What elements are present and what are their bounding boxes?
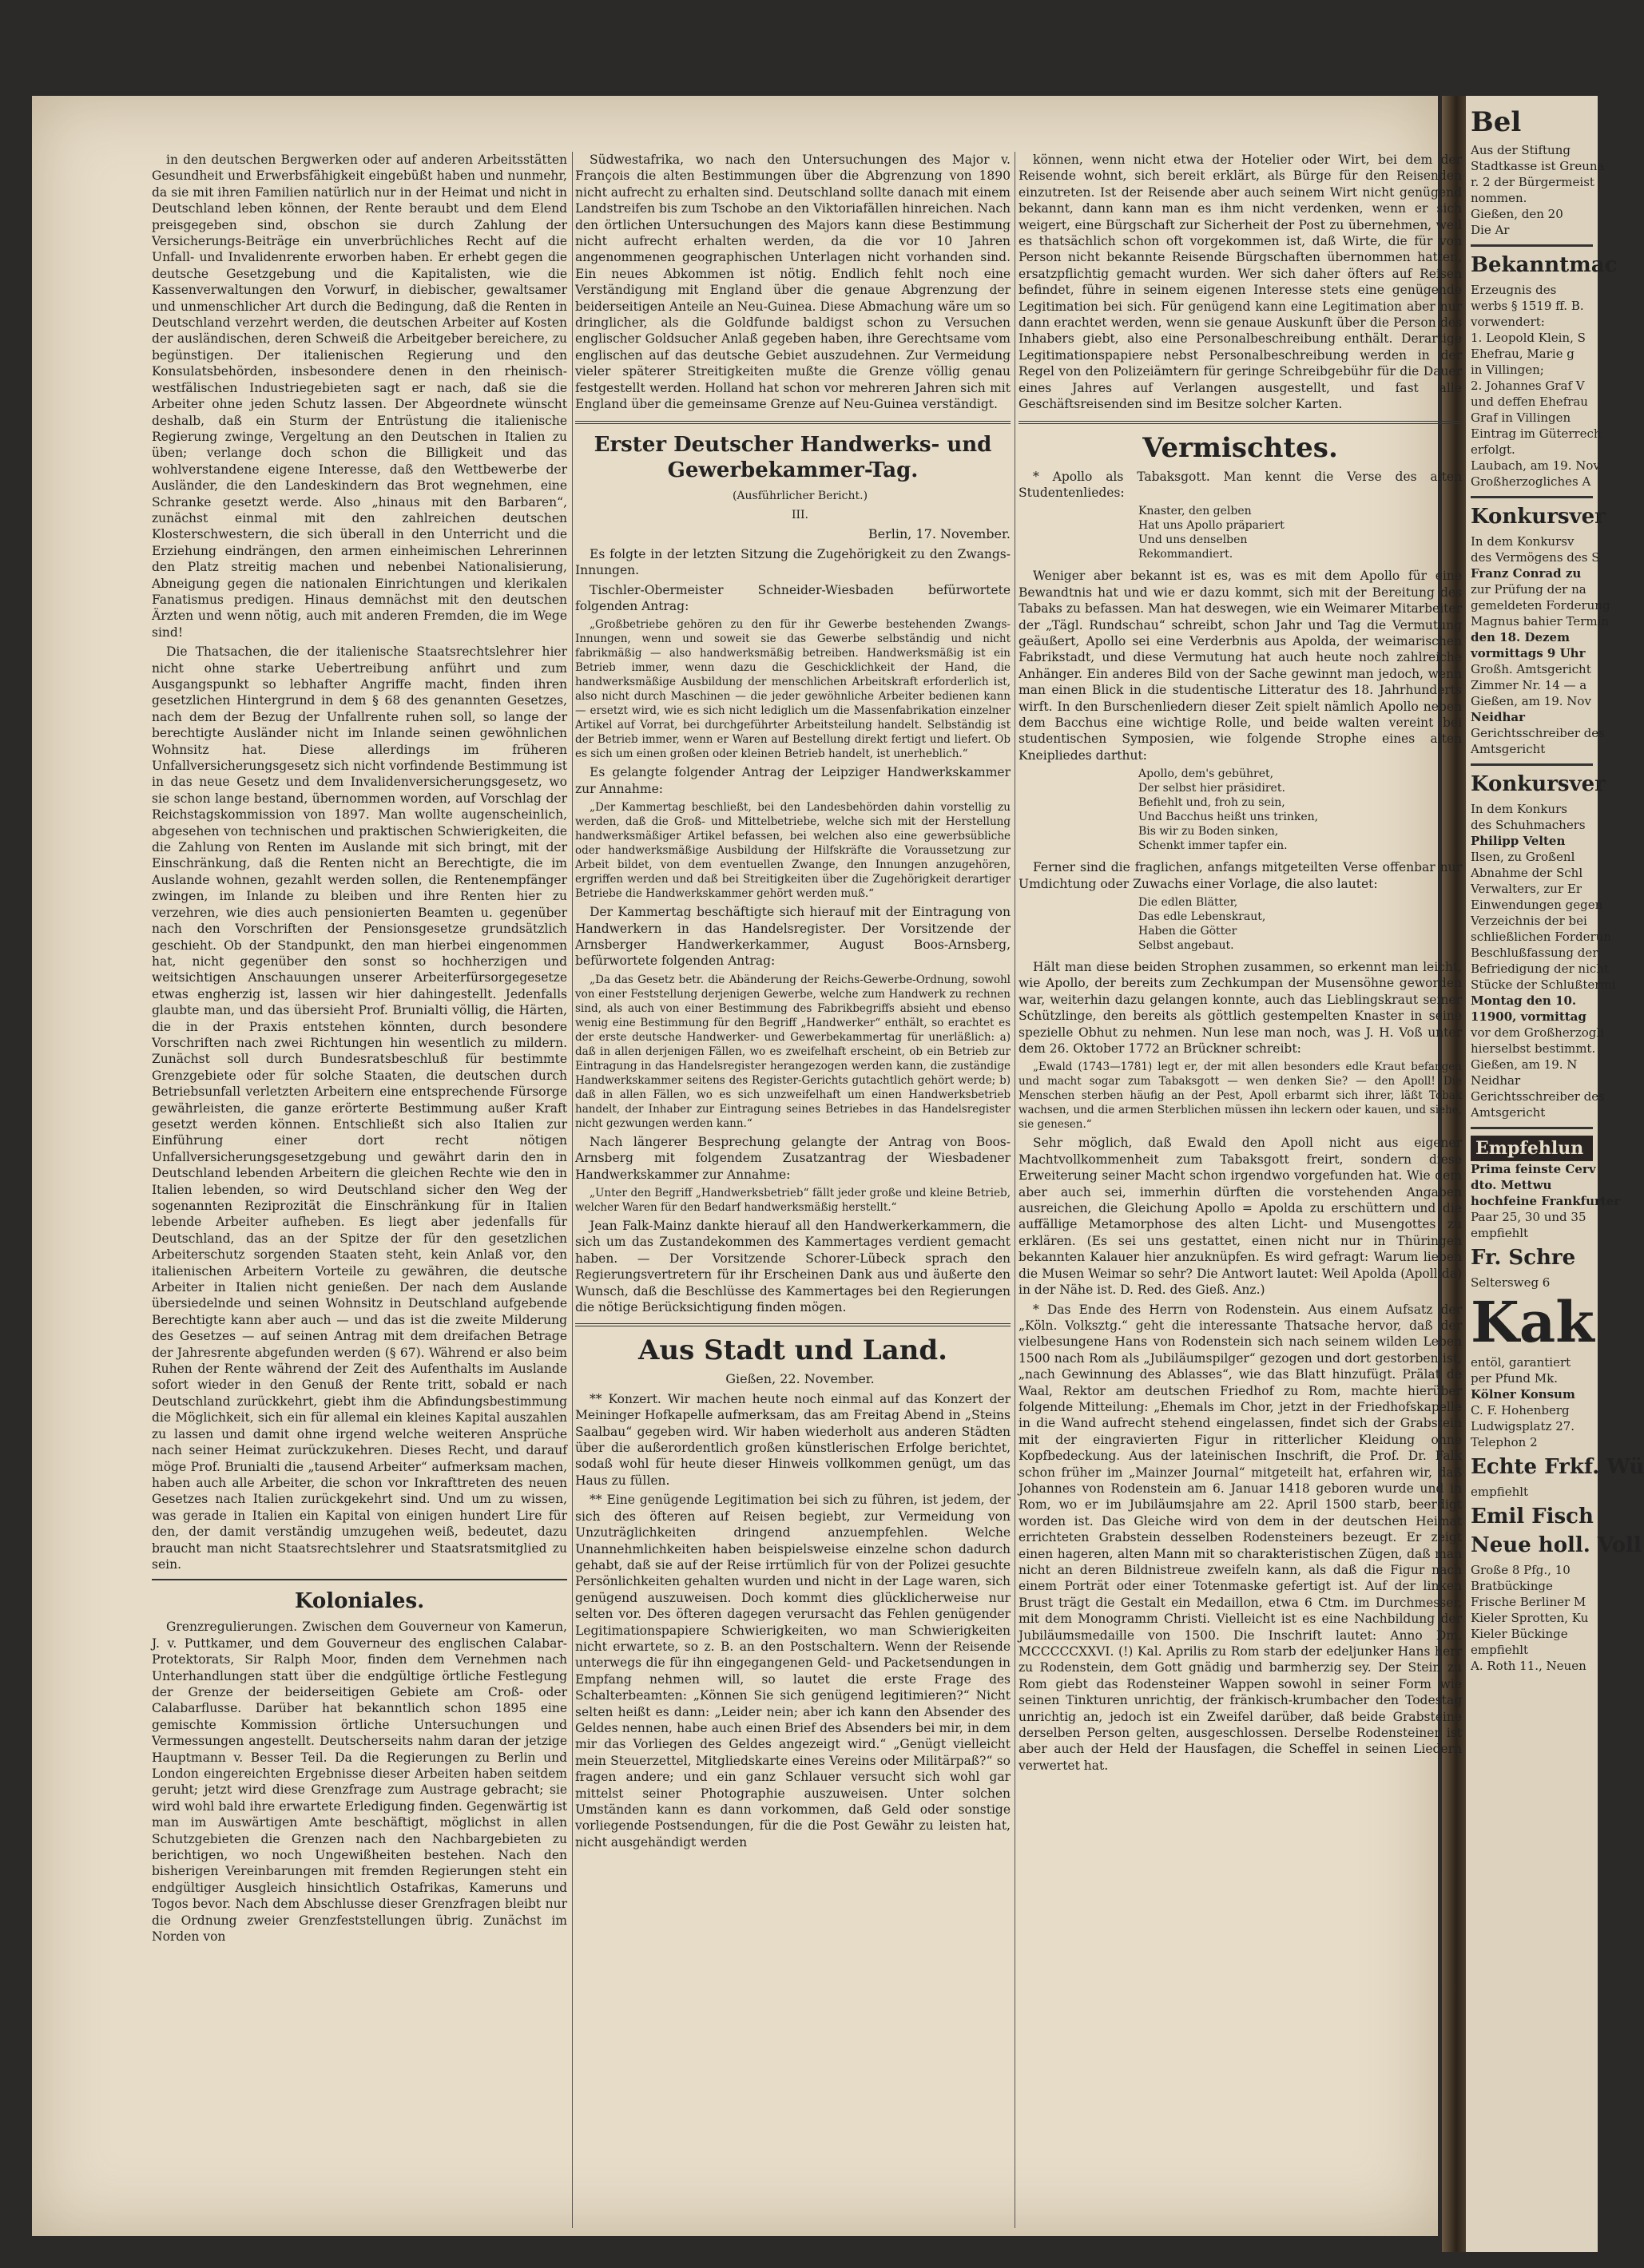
section-heading-stadt-und-land: Aus Stadt und Land. xyxy=(638,1334,947,1367)
article-text: Weniger aber bekannt ist es, was es mit dem Apollo für eine Bewandtnis hat und wie er dazu kommt, sich mit der Bereitung des Tabaks zu befassen. Man hat deswegen, wie ein Weimarer Mitarbeiter der „Tägl. Rundschau“ schreibt, schon Jahr und Tag die Vermutung geäußert, Apollo sei eine Verderbnis aus Apolda, der weimarischen Fabrikstadt, und diese Vermutung hat auch heute noch zahlreiche Anhänger. Ein anderes Bild von der Sache gewinnt man jedoch, wenn man einen Blick in die studentische Litteratur des 18. Jahrhunderts wirft. In den Burschenliedern dieser Zeit spielt nämlich Apollo neben dem Bacchus eine wichtige Rolle, und beide walten vereint bei studentischen Symposien, wie folgende Strophe eines alten Kneipliedes darthut: xyxy=(1019,569,1462,763)
verse-line: Schenkt immer tapfer ein. xyxy=(1138,839,1288,853)
notice-line: Magnus bahier Termin xyxy=(1471,614,1610,628)
notice-line: des Vermögens des S xyxy=(1471,550,1600,565)
verse-line: Rekommandiert. xyxy=(1138,548,1233,561)
ad-heading: Fr. Schre xyxy=(1471,1246,1576,1270)
quoted-letter: „Ewald (1743—1781) legt er, der mit allen besonders edle Kraut befangen und macht sogar zum Tabaksgott — wen denken Sie? — den Apoll! Die Menschen sterben häufig an der Pest, Apoll erbarmt sich ihrer, läßt Tobak wachsen, und die armen Sterblichen müssen ihn leckern oder kauen, und siehe, sie genesen.“ xyxy=(1019,1061,1462,1132)
notice-line: Gießen, den 20 xyxy=(1471,207,1563,221)
article-text: Ferner sind die fraglichen, anfangs mitgeteilten Verse offenbar nur Umdichtung oder Zuwachs einer Vorlage, die also lautet: xyxy=(1019,860,1462,891)
verse-line: Die edlen Blätter, xyxy=(1138,896,1238,909)
notice-line: Einwendungen gegen xyxy=(1471,898,1603,912)
adjacent-page-text xyxy=(1466,96,1644,1680)
notice-line: Gießen, am 19. Nov xyxy=(1471,694,1591,708)
dateline: Berlin, 17. November. xyxy=(868,526,1011,542)
ad-line: dto. Mettwu xyxy=(1471,1178,1552,1192)
verse-line: Apollo, dem's gebühret, xyxy=(1138,767,1274,781)
ad-line: Kieler Sprotten, Ku xyxy=(1471,1611,1589,1625)
notice-line: r. 2 der Bürgermeist xyxy=(1471,175,1594,189)
article-part-number: III. xyxy=(791,508,809,521)
ad-line: Prima feinste Cerv xyxy=(1471,1162,1596,1176)
section-rule xyxy=(1471,496,1593,498)
section-rule xyxy=(1471,244,1593,247)
ad-heading: Konkursver xyxy=(1471,772,1606,796)
ad-line: Frische Berliner M xyxy=(1471,1595,1586,1609)
notice-line: Die Ar xyxy=(1471,223,1510,237)
verse-line: Haben die Götter xyxy=(1138,925,1237,938)
notice-line: Neidhar xyxy=(1471,1073,1521,1088)
notice-line: Montag den 10. xyxy=(1471,993,1577,1008)
column-2 xyxy=(575,152,1011,1854)
article-text: Sehr möglich, daß Ewald den Apoll nicht aus eigener Machtvollkommenheit zum Tabaksgott freirt, sondern diese Erweiterung seiner Macht schon irgendwo vorgefunden hat. Wie dem aber auch sei, immerhin dürften die vorstehenden Angaben ausreichen, die Gleichung Apollo = Apolda zu erschüttern und die auffällige Metamorphose des alten Licht- und Musengottes zu erklären. (Es sei uns gestattet, einen nicht nur in Thüringen bekannten Kalauer hier anzuknüpfen. Es wird gefragt: Warum lieben die Musen Weimar so sehr? Die Antwort lautet: Weil Apolda (Apoll da) in der Nähe ist. D. Red. des Gieß. Anz.) xyxy=(1019,1136,1462,1298)
article-text: Hält man diese beiden Strophen zusammen, so erkennt man leicht, wie Apollo, der bereits zum Zechkumpan der Musensöhne geworden war, weiterhin dazu gelangen konnte, auch das Lieblingskraut seiner Schützlinge, den bereits als göttlich gestempelten Knaster in seine spezielle Obhut zu nehmen. Nun lese man noch, was J. H. Voß unter dem 26. Oktober 1772 an Brückner schreibt: xyxy=(1019,960,1462,1057)
column-3 xyxy=(1019,152,1462,1777)
notice-line: Franz Conrad zu xyxy=(1471,566,1582,581)
quoted-motion: „Großbetriebe gehören zu den für ihr Gewerbe bestehenden Zwangs-Innungen, wenn und soweit sie das Gewerbe selbständig und nicht fabrikmäßig — also handwerksmäßig betreiben. Handwerksmäßig ist ein Betrieb immer, wenn dazu die Geschicklichkeit der Hand, die handwerksmäßige Ausbildung der menschlichen Arbeitskraft erforderlich ist, also nicht durch Maschinen — die jeder gewöhnliche Arbeiter bedienen kann — ersetzt wird, wie es sich nicht lediglich um die Massenfabrikation einzelner Artikel auf Vorrat, bei durchgeführter Arbeitsteilung handelt. Selbständig ist der Betrieb immer, wenn er Waren auf Bestellung direkt fertigt und liefert. Ob es sich um einen großen oder kleinen Betrieb handelt, ist unerheblich.“ xyxy=(575,618,1011,761)
notice-line: nommen. xyxy=(1471,191,1527,205)
ad-line: Bratbückinge xyxy=(1471,1579,1553,1593)
notice-line: Ilsen, zu Großenl xyxy=(1471,850,1575,864)
notice-line: 1. Leopold Klein, S xyxy=(1471,331,1586,345)
notice-line: zur Prüfung der na xyxy=(1471,582,1586,597)
notice-line: werbs § 1519 ff. B. xyxy=(1471,299,1584,313)
article-text: Südwestafrika, wo nach den Untersuchungen des Major v. François die alten Bestimmungen über die Abgrenzung von 1890 nicht aufrecht zu erhalten sind. Deutschland sollte danach mit einem Landstreifen bis zum Tschobe an den Viktoriafällen hinreichen. Nach den örtlichen Untersuchungen des Majors kann diese Bestimmung nicht aufrecht erhalten werden, da die vor 10 Jahren angenommenen geographischen Unterlagen nicht vorhanden sind. Ein neues Abkommen ist nötig. Endlich fehlt noch eine Verständigung mit England über die genaue Abgrenzung der beiderseitigen Anteile an Neu-Guinea. Diese Abmachung wäre um so dringlicher, als die Goldfunde baldigst schon zu Versuchen englischer Goldsucher Anlaß gegeben haben, ihre Gerechtsame vom englischen auf das deutsche Gebiet auszudehnen. Zur Vermeidung vieler späterer Streitigkeiten mußte die Grenze völlig genau festgestellt werden. Holland hat schon vor mehreren Jahren sich mit England über die gemeinsame Grenze auf Neu-Guinea verständigt. xyxy=(575,153,1011,412)
ad-line: Ludwigsplatz 27. xyxy=(1471,1419,1575,1433)
notice-line: Aus der Stiftung xyxy=(1471,143,1571,157)
verse-line: Der selbst hier präsidiret. xyxy=(1138,782,1285,795)
article-text: Der Kammertag beschäftigte sich hierauf mit der Eintragung von Handwerkern in das Handelsregister. Der Vorsitzende der Arnsberger Handwerkerkammer, August Boos-Arnsberg, befürwortete folgenden Antrag: xyxy=(575,905,1011,969)
article-text: können, wenn nicht etwa der Hotelier oder Wirt, bei dem der Reisende wohnt, sich bereit erklärt, als Bürge für den Reisenden einzutreten. Ist der Reisende aber auch seinem Wirt nicht genügend bekannt, dann kann man es ihm nicht verdenken, wenn er sich weigert, eine Bürgschaft zur Sicherheit der Post zu übernehmen, weil es thatsächlich schon oft vorgekommen ist, daß Wirte, die für von Person nicht bekannte Reisende Bürgschaften übernommen hatten, ersatzpflichtig gemacht wurden. Wer sich daher öfters auf Reisen befindet, führe in seinem eigenen Interesse stets eine genügende Legitimation bei sich. Für genügend kann eine Legitimation aber nur dann erachtet werden, wenn sie genaue Auskunft über die Person des Inhabers giebt, also eine Personalbeschreibung enthält. Derartige Legitimationspapiere nebst Personalbeschreibung werden in der Regel von den Polizeiämtern für geringe Schreibgebühr für die Dauer eines Jahres auf Verlangen ausgestellt, und fast alle Geschäftsreisenden sind im Besitze solcher Karten. xyxy=(1019,153,1462,412)
notice-line: Stadtkasse ist Greuna xyxy=(1471,159,1605,173)
section-heading-koloniales: Koloniales. xyxy=(294,1589,425,1614)
ad-heading-inverted: Empfehlun xyxy=(1471,1136,1593,1161)
notice-line: den 18. Dezem xyxy=(1471,630,1570,644)
notice-line: Graf in Villingen xyxy=(1471,410,1571,425)
article-text: Es folgte in der letzten Sitzung die Zugehörigkeit zu den Zwangs-Innungen. xyxy=(575,546,1011,578)
article-text: * Das Ende des Herrn von Rodenstein. Aus einem Aufsatz der „Köln. Volksztg.“ geht die interessante Thatsache hervor, daß der vielbesungene Hans von Rodenstein sich nach seinem wilden Leben 1500 nach Rom als „Jubiläumspilger“ gezogen und dort gestorben ist, „nach Gewinnung des Ablasses“, wie das Blatt hinzufügt. Prälat de Waal, Rektor am deutschen Friedhof zu Rom, machte hierüber folgende Mitteilung: „Ehemals im Chor, jetzt in der Friedhofskapelle in die Wand aufrecht stehend eingelassen, findet sich der Grabstein mit der eingravierten Figur in ritterlicher Kleidung ohne Kopfbedeckung. Aus der lateinischen Inschrift, die Prof. Dr. Falk schon früher im „Mainzer Journal“ mitgeteilt hat, erfahren wir, daß Johannes von Rodenstein am 6. Januar 1418 geboren wurde und in Rom, wo er im Jubiläumsjahre am 22. April 1500 starb, beerdigt worden ist. Das Gleiche wird von dem in der deutschen Heimat errichteten Grabstein desselben Rodensteiners bezeugt. Er zeigt einen hageren, alten Mann mit so charakteristischen Zügen, daß man nicht an deren Bildnistreue zweifeln kann, als daß die Figur nach einem Porträt oder einer Totenmaske gefertigt ist. Auf der linken Brust trägt die Gestalt ein Medaillon, etwa 6 Ctm. im Durchmesser, mit dem Monogramm Christi. Vielleicht ist es eine Nachbildung der Jubiläumsmedaille von 1500. Die Inschrift lautet: Anno Dm. MCCCCCXXVI. (!) Kal. Aprilis zu Rom starb der edeljunker Hans herr zu Rodenstein, dem Gott gnädig und barmherzig sey. Der Stein zu Rom giebt das Rodensteiner Wappen sowohl in seiner Form wie seinen Tinkturen unrichtig, der fränkisch-krumbacher den Todestag unrichtig an, jedoch ist ein Zweifel darüber, daß beide Grabsteine derselben Person gelten, ausgeschlossen. Derselbe Rodensteiner ist aber auch der Held der Hausfagen, die Scheffel in seinen Liedern verwertet hat. xyxy=(1019,1302,1462,1773)
notice-line: des Schuhmachers xyxy=(1471,818,1586,832)
notice-line: Befriedigung der nicht xyxy=(1471,962,1609,976)
newspaper-page xyxy=(32,96,1462,2236)
notice-line: Beschlußfassung der xyxy=(1471,946,1598,960)
ad-line: A. Roth 11., Neuen xyxy=(1471,1659,1586,1673)
column-1 xyxy=(152,152,567,1948)
notice-line: Amtsgericht xyxy=(1471,742,1546,756)
notice-line: Großherzogliches A xyxy=(1471,474,1591,489)
notice-line: Abnahme der Schl xyxy=(1471,866,1583,880)
verse-line: Knaster, den gelben xyxy=(1138,505,1252,518)
quoted-motion: „Der Kammertag beschließt, bei den Landesbehörden dahin vorstellig zu werden, daß die Groß- und Mittelbetriebe, welche sich mit der Herstellung handwerksmäßiger Artikel befassen, bei welchen also eine gewerbsübliche oder handwerksmäßige Ausbildung der Hilfskräfte die Voraussetzung zur Arbeit bildet, von dem eventuellen Zwange, den Innungen anzugehören, ergriffen werden und daß bei Streitigkeiten über die Zugehörigkeit derartiger Betriebe die Handwerkskammer gehört werden muß.“ xyxy=(575,801,1011,901)
article-text: * Apollo als Tabaksgott. Man kennt die Verse des alten Studentenliedes: xyxy=(1019,469,1462,500)
article-text: Grenzregulierungen. Zwischen dem Gouverneur von Kamerun, J. v. Puttkamer, und dem Gouverneur des englischen Calabar-Protektorats, Sir Ralph Moor, finden dem Vernehmen nach Unterhandlungen statt über die endgültige örtliche Festlegung der Grenze der beiderseitigen Gebiete am Croß- oder Calabarflusse. Darüber hat bekanntlich schon 1895 eine gemischte Kommission örtliche Untersuchungen und Vermessungen angestellt. Deutscherseits nahm daran der jetzige Hauptmann v. Besser Teil. Da die Regierungen zu Berlin und London eingereichten Ergebnisse dieser Arbeiten haben seitdem geruht; jetzt wird diese Grenzfrage zum Austrage gebracht; sie wird wohl bald ihre erwartete Erledigung finden. Gegenwärtig ist man im Auswärtigen Amte beschäftigt, möglichst in allen Schutzgebieten die Grenzen nach den Nachbargebieten zu berichtigen, wo noch Ungewißheiten bestehen. Nach den bisherigen Vereinbarungen mit fremden Regierungen steht ein endgültiger Ausgleich hinsichtlich Ostafrikas, Kameruns und Togos bevor. Nach dem Abschlusse dieser Grenzfragen bleibt nur die Ordnung zweier Grenzfeststellungen übrig. Zunächst im Norden von xyxy=(152,1620,567,1945)
notice-line: Verzeichnis der bei xyxy=(1471,914,1587,928)
verse-line: Und uns denselben xyxy=(1138,533,1248,547)
notice-line: Ehefrau, Marie g xyxy=(1471,347,1575,361)
ad-heading: Neue holl. Voll xyxy=(1471,1533,1642,1557)
notice-line: Eintrag im Güterrech xyxy=(1471,426,1602,441)
article-heading: Erster Deutscher Handwerks- und Gewerbekammer-Tag. xyxy=(594,432,992,482)
notice-line: Stücke der Schlußtermi xyxy=(1471,977,1616,992)
ad-line: empfiehlt xyxy=(1471,1485,1529,1499)
ad-line: Telephon 2 xyxy=(1471,1435,1538,1449)
quoted-motion: „Unter den Begriff „Handwerksbetrieb“ fällt jeder große und kleine Betrieb, welcher Waren für den Bedarf handwerksmäßig herstellt.“ xyxy=(575,1187,1011,1214)
ad-heading: Bel xyxy=(1471,106,1522,138)
article-text: Nach längerer Besprechung gelangte der Antrag von Boos-Arnsberg mit folgendem Zusatzantrag der Wiesbadener Handwerkskammer zur Annahme: xyxy=(575,1134,1011,1182)
notice-line: In dem Konkursv xyxy=(1471,534,1575,549)
notice-line: Gießen, am 19. N xyxy=(1471,1057,1578,1072)
notice-line: in Villingen; xyxy=(1471,363,1544,377)
notice-line: Laubach, am 19. Nov xyxy=(1471,458,1600,473)
ad-heading: Bekanntmac xyxy=(1471,253,1618,277)
verse xyxy=(1138,767,1462,853)
verse-line: Und Bacchus heißt uns trinken, xyxy=(1138,811,1319,824)
notice-line: schließlichen Forderun xyxy=(1471,930,1611,944)
notice-line: hierselbst bestimmt. xyxy=(1471,1041,1596,1056)
notice-line: Erzeugnis des xyxy=(1471,283,1557,297)
notice-line: gemeldeten Forderung xyxy=(1471,598,1610,613)
verse-line: Befiehlt und, froh zu sein, xyxy=(1138,796,1285,810)
verse-line: Hat uns Apollo präpariert xyxy=(1138,519,1285,533)
notice-line: vor dem Großherzogli xyxy=(1471,1025,1604,1040)
notice-line: 2. Johannes Graf V xyxy=(1471,379,1585,393)
notice-line: In dem Konkurs xyxy=(1471,802,1567,816)
adjacent-page-fragment xyxy=(1466,96,1644,2252)
notice-line: Großh. Amtsgericht xyxy=(1471,662,1591,676)
ad-heading-large: Kak xyxy=(1471,1289,1594,1355)
article-text: Es gelangte folgender Antrag der Leipziger Handwerkskammer zur Annahme: xyxy=(575,765,1011,796)
notice-line: Amtsgericht xyxy=(1471,1105,1546,1120)
ad-line: Seltersweg 6 xyxy=(1471,1275,1551,1290)
section-rule xyxy=(1019,421,1462,424)
notice-line: Gerichtsschreiber des xyxy=(1471,726,1605,740)
verse xyxy=(1138,895,1462,953)
ad-line: entöl, garantiert xyxy=(1471,1355,1571,1370)
article-text: Jean Falk-Mainz dankte hierauf all den Handwerkerkammern, die sich um das Zustandekommen des Kammertages verdient gemacht haben. — Der Vorsitzende Schorer-Lübeck sprach den Regierungsvertretern für ihr Erscheinen Dank aus und äußerte den Wunsch, daß die Beschlüsse des Kammertages bei den Regierungen die nötige Berücksichtigung finden mögen. xyxy=(575,1219,1011,1315)
article-text: Tischler-Obermeister Schneider-Wiesbaden befürwortete folgenden Antrag: xyxy=(575,582,1011,613)
ad-line: empfiehlt xyxy=(1471,1643,1529,1657)
article-text: ** Konzert. Wir machen heute noch einmal auf das Konzert der Meininger Hofkapelle aufmerksam, das am Freitag Abend in „Steins Saalbau“ gegeben wird. Wir haben wiederholt aus anderen Städten über die außerordentlich großen künstlerischen Erfolge berichtet, sodaß wohl für heute dieser Hinweis vollkommen genügt, um das Haus zu füllen. xyxy=(575,1391,1011,1488)
notice-line: 11900, vormittag xyxy=(1471,1009,1586,1024)
notice-line: Philipp Velten xyxy=(1471,834,1566,848)
verse-line: Das edle Lebenskraut, xyxy=(1138,910,1266,923)
notice-line: vorwendert: xyxy=(1471,315,1545,329)
article-text: Die Thatsachen, die der italienische Staatsrechtslehrer hier nicht ohne starke Uebertreibung anführt und zum Ausgangspunkt so lebhafter Angriffe macht, finden ihren gesetzlichen Hintergrund in dem § 68 des genannten Gesetzes, nach dem der Bezug der Unfallrente ruhen soll, so lange der berechtigte Ausländer nicht im Inlande seinen gewöhnlichen Wohnsitz hat. Diese allerdings im früheren Unfallversicherungsgesetz sich nicht vorfindende Bestimmung ist in das neue Gesetz und dem Invalidenversicherungsgesetz, wo sie schon lange bestand, übernommen worden, auf Vorschlag der Reichstagskommission von 1897. Man wollte augenscheinlich, abgesehen von technischen und praktischen Schwierigkeiten, die die Zahlung von Renten im Auslande mit sich bringt, mit der Einschränkung, daß die Renten nicht an Berechtigte, die im Auslande wohnen, gezahlt werden sollen, die Rentenempfänger zwingen, im Inlande zu bleiben und ihre Renten hier zu verzehren, wie dies auch pensionierten Beamten u. gegenüber nach den Vorschriften der Pensionsgesetze grundsätzlich geschieht. Ob der Standpunkt, den man hierbei eingenommen hat, nicht gegenüber den sonst so hochherzigen und weitsichtigen Anschauungen unserer Arbeiterfürsorgegesetze etwas engherzig ist, lassen wir hier dahingestellt. Jedenfalls glaubte man, und das übersieht Prof. Brunialti völlig, die Härten, die in der Praxis entstehen könnten, durch besondere Vorschriften nach zwei Richtungen hin wesentlich zu mildern. Zunächst soll durch Bundesratsbeschluß für bestimmte Grenzgebiete oder für solche Staaten, die deutschen durch Betriebsunfall verletzten Arbeitern eine entsprechende Fürsorge gewährleisten, die ganze erörterte Bestimmung außer Kraft gesetzt werden können. Entschließt sich also Italien zur Einführung einer dort recht nötigen Unfallversicherungsgesetzgebung und gewährt darin den in Deutschland lebenden Arbeitern die gleichen Rechte wie den in Italien lebenden, so wird Deutschland sicher den Weg der sogenannten Reziprozität die Einschränkung für in Italien lebende Arbeiter aufheben. Es liegt aber jedenfalls für Deutschland, das an der Spitze der für den gesetzlichen Arbeiterschutz sorgenden Staaten steht, kein Anlaß vor, den italienischen Arbeitern Vorteile zu gewähren, die deutsche Arbeiter in Italien nicht genießen. Der nach dem Auslande übersiedelnde und seinen Wohnsitz in Deutschland aufgebende Berechtigte kann aber auch — und das ist die zweite Milderung des Gesetzes — auf seinen Antrag mit dem dreifachen Betrage der Jahresrente abgefunden werden (§ 67). Während er also beim Ruhen der Rente während der Zeit des Aufenthalts im Auslande sofort wieder in den Genuß der Rente tritt, sobald er nach Deutschland zurückkehrt, giebt ihm die Abfindungsbestimmung die Möglichkeit, sich ein für allemal ein kleines Kapital auszahlen zu lassen und damit ohne irgend welche weiteren Ansprüche nach seiner Heimat zurückzukehren. Dieses Recht, und darauf möge Prof. Brunialti die „tausend Arbeiter“ aufmerksam machen, haben auch alle Arbeiter, die schon vor Inkrafttreten des neuen Gesetzes nach Italien zurückgekehrt sind. Und um zu wissen, was gerade in Italien ein Kapital von einigen hundert Lire für den, der damit verständig umzugehen weiß, bedeutet, dazu braucht man nicht Staatsrechtslehrer und Staatsratsmitglied zu sein. xyxy=(152,644,567,1572)
ad-line: Kölner Konsum xyxy=(1471,1387,1575,1402)
column-rule xyxy=(572,152,573,2228)
notice-line: Verwalters, zur Er xyxy=(1471,882,1582,896)
ad-line: per Pfund Mk. xyxy=(1471,1371,1558,1386)
ad-line: empfiehlt xyxy=(1471,1226,1529,1240)
ad-line: hochfeine Frankfurter xyxy=(1471,1194,1621,1208)
article-text: in den deutschen Bergwerken oder auf anderen Arbeitsstätten Gesundheit und Erwerbsfähigkeit eingebüßt haben und nunmehr, da sie mit ihren Familien natürlich nur in der Heimat und nicht in Deutschland leben können, der Rente beraubt und dem Elend preisgegeben sind, obschon sie durch Zahlung der Versicherungs-Beiträge ein unverbrüchliches Recht auf die Unfall- und Invalidenrente erworben haben. Er erhebt gegen die deutsche Gesetzgebung und die Kapitalisten, wie die Kassenverwaltungen den Vorwurf, in diebischer, gewaltsamer und unmenschlicher Art durch die Bedingung, daß die Renten in Deutschland verzehrt werden, die deutschen Arbeiter auf Kosten der ausländischen, deren Schweiß die Arbeitgeber bereichere, zu begünstigen. Der italienischen Regierung und den Konsulatsbehörden, insbesondere denen in den rheinisch-westfälischen Industriegebieten sagt er nach, daß sie die Arbeiter ohne jeden Schutz lassen. Der Abgeordnete wünscht deshalb, daß ein Sturm der Entrüstung die italienische Regierung zwinge, Vergeltung an den Deutschen in Italien zu üben; verlange doch schon die Billigkeit und das wohlverstandene eigene Interesse, daß den Wettbewerbe der Ausländer, die den Landeskindern das Brot wegnehmen, eine Schranke gesetzt werde. Also „hinaus mit den Barbaren“, zunächst einmal mit den zahlreichen deutschen Klosterschwestern, die sich überall in den Unterricht und die Erziehung eindrängen, den armen einheimischen Lehrerinnen den Platz streitig machen und nebenbei Nationalisierung, Abneigung gegen die nationalen Einrichtungen und klerikalen Fanatismus predigen. Hinaus demnächst mit den deutschen Ärzten und wenn nötig, auch mit anderen Fremden, die im Wege sind! xyxy=(152,153,567,640)
section-rule xyxy=(575,421,1011,424)
ad-line: Große 8 Pfg., 10 xyxy=(1471,1563,1571,1577)
section-rule xyxy=(1471,1127,1593,1129)
section-heading-vermischtes: Vermischtes. xyxy=(1142,431,1338,464)
section-rule xyxy=(152,1579,567,1580)
article-subheading: (Ausführlicher Bericht.) xyxy=(732,489,868,502)
notice-line: Neidhar xyxy=(1471,710,1525,724)
verse-line: Bis wir zu Boden sinken, xyxy=(1138,825,1279,839)
ad-heading: Echte Frkf. Wü xyxy=(1471,1455,1644,1479)
notice-line: und deffen Ehefrau xyxy=(1471,395,1588,409)
section-rule xyxy=(575,1323,1011,1326)
ad-line: Kieler Bückinge xyxy=(1471,1627,1568,1641)
dateline: Gießen, 22. November. xyxy=(725,1371,875,1387)
notice-line: erfolgt. xyxy=(1471,442,1515,457)
notice-line: Zimmer Nr. 14 — a xyxy=(1471,678,1587,692)
section-rule xyxy=(1471,763,1593,766)
verse-line: Selbst angebaut. xyxy=(1138,939,1234,952)
verse xyxy=(1138,504,1462,561)
ad-heading: Emil Fisch xyxy=(1471,1505,1594,1529)
article-text: ** Eine genügende Legitimation bei sich zu führen, ist jedem, der sich des öfteren auf Reisen begiebt, zur Vermeidung von Unzuträglichkeiten dringend anzuempfehlen. Welche Unannehmlichkeiten haben beispielsweise einzelne schon dadurch gehabt, daß sie auf der Reise irrtümlich für von der Polizei gesuchte Persönlichkeiten gehalten wurden und nicht in der Lage waren, sich genügend auszuweisen. Doch kommt dies glücklicherweise nur selten vor. Des öfteren dagegen verursacht das Fehlen genügender Legitimationspapiere Schwierigkeiten, wo man Schwierigkeiten nicht erwartete, so z. B. an den Postschaltern. Wenn der Reisende unterwegs die für ihn eingegangenen Geld- und Packetsendungen in Empfang nehmen will, so lautet die erste Frage des Schalterbeamten: „Können Sie sich genügend legitimieren?“ Nicht selten heißt es dann: „Leider nein; aber ich kann den Absender des Geldes nennen, habe auch einen Brief des Absenders bei mir, in dem mir das Vorliegen des Geldes angezeigt wird.“ „Genügt vielleicht mein Steuerzettel, Mitgliedskarte eines Vereins oder Militärpaß?“ so fragen andere; und ein ganz Schlauer versucht sich wohl gar mittelst seiner Photographie auszuweisen. Unter solchen Umständen kann es dann vorkommen, daß Geld oder sonstige vorliegende Postsendungen, für die die Post Gewähr zu leisten hat, nicht ausgehändigt werden xyxy=(575,1493,1011,1850)
ad-heading: Konkursver xyxy=(1471,505,1606,529)
ad-line: C. F. Hohenberg xyxy=(1471,1403,1570,1418)
notice-line: Gerichtsschreiber des xyxy=(1471,1089,1605,1104)
notice-line: vormittags 9 Uhr xyxy=(1471,646,1586,660)
ad-line: Paar 25, 30 und 35 xyxy=(1471,1210,1586,1224)
quoted-motion: „Da das Gesetz betr. die Abänderung der Reichs-Gewerbe-Ordnung, sowohl von einer Feststellung derjenigen Gewerbe, welche zum Handwerk zu rechnen sind, als auch von einer Bestimmung des Fabrikbegriffs absieht und ebenso wenig eine Bestimmung für den Begriff „Handwerker“ enthält, so erachtet es der erste deutsche Handwerker- und Gewerbekammertag für unerläßlich: a) daß in allen derjenigen Fällen, wo es zweifelhaft erscheint, ob ein Betrieb zur Eintragung in das Handelsregister herangezogen werden kann, die zuständige Handwerkskammer seitens des Register-Gerichts gutachtlich gehört werde; b) daß in allen Fällen, wo es sich unzweifelhaft um einen Handwerksbetrieb handelt, der Inhaber zur Eintragung seines Betriebes in das Handelsregister nicht gezwungen werden kann.“ xyxy=(575,973,1011,1130)
